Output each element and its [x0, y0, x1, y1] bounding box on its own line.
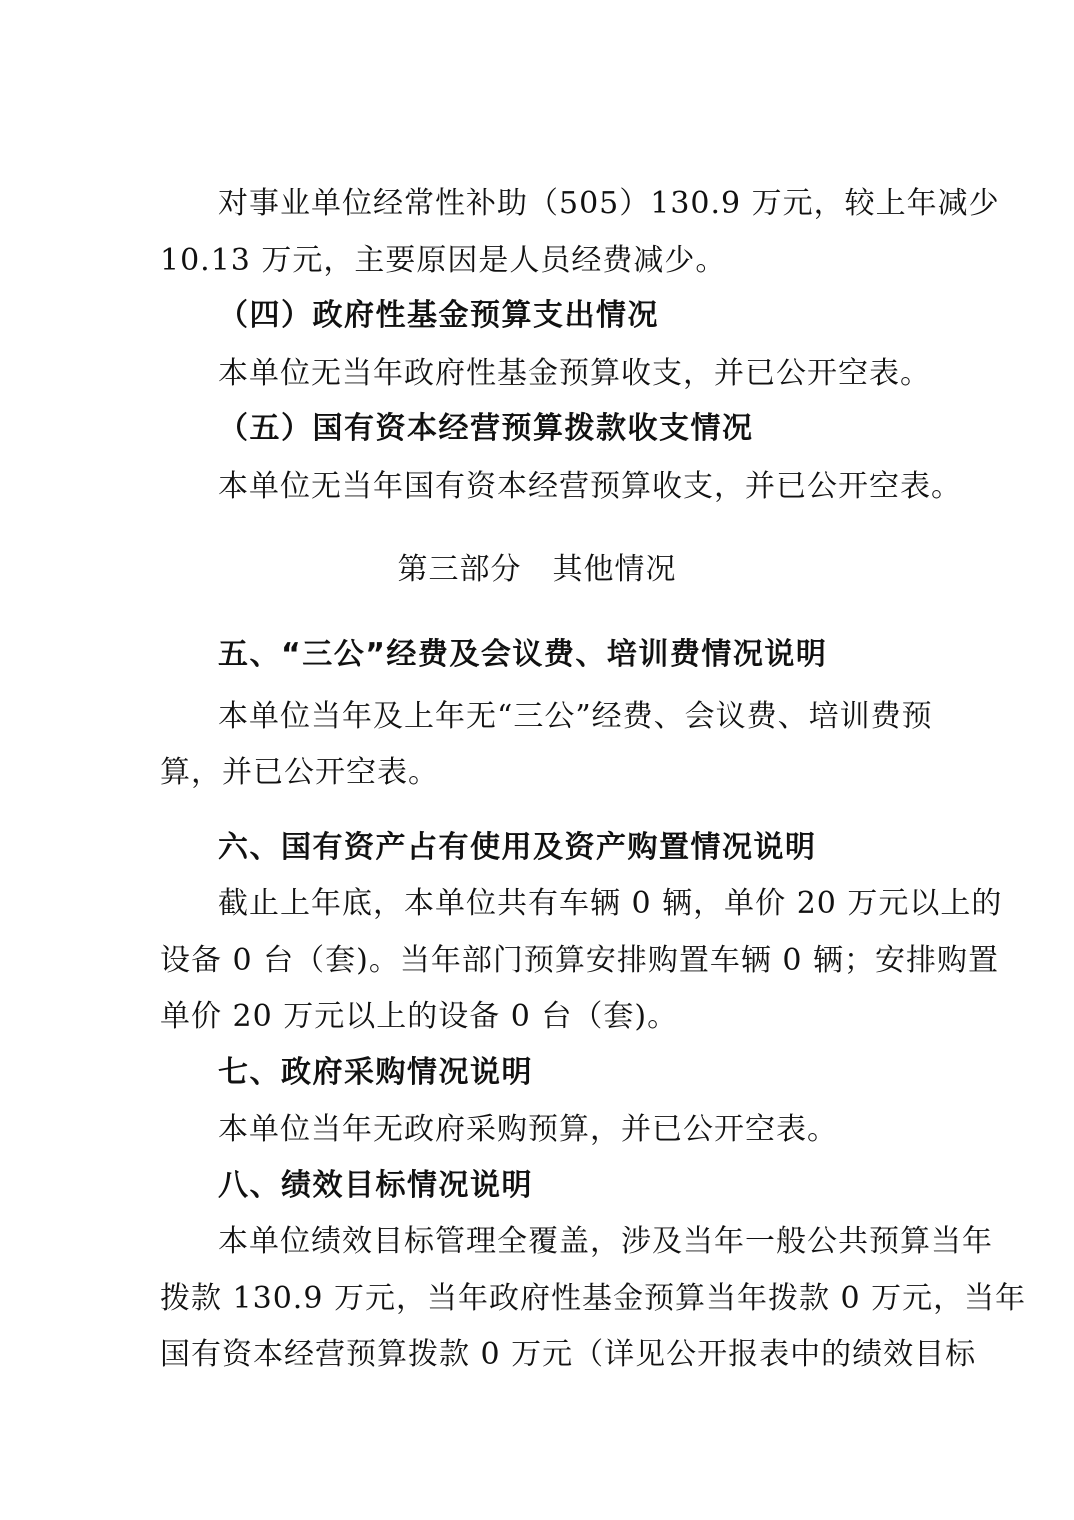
section-heading: 八、绩效目标情况说明 [218, 1168, 533, 1203]
paragraph-line: 算，并已公开空表。 [160, 755, 439, 790]
paragraph-line: 设备 0 台（套)。当年部门预算安排购置车辆 0 辆；安排购置 [160, 943, 1000, 978]
section-heading: 七、政府采购情况说明 [218, 1055, 533, 1090]
section-heading: （四）政府性基金预算支出情况 [218, 298, 659, 333]
paragraph-line: 拨款 130.9 万元，当年政府性基金预算当年拨款 0 万元，当年 [160, 1281, 1027, 1316]
paragraph-line: 本单位绩效目标管理全覆盖，涉及当年一般公共预算当年 [218, 1224, 993, 1259]
section-heading: （五）国有资本经营预算拨款收支情况 [218, 411, 754, 446]
paragraph-line: 本单位无当年政府性基金预算收支，并已公开空表。 [218, 356, 931, 391]
paragraph-line: 单价 20 万元以上的设备 0 台（套)。 [160, 999, 679, 1034]
paragraph-line: 国有资本经营预算拨款 0 万元（详见公开报表中的绩效目标 [160, 1337, 977, 1372]
paragraph-line: 对事业单位经常性补助（505）130.9 万元，较上年减少 [218, 186, 1000, 221]
section-heading: 六、国有资产占有使用及资产购置情况说明 [218, 830, 817, 865]
paragraph-line: 本单位无当年国有资本经营预算收支，并已公开空表。 [218, 469, 962, 504]
paragraph-line: 本单位当年无政府采购预算，并已公开空表。 [218, 1112, 838, 1147]
paragraph-line: 本单位当年及上年无“三公”经费、会议费、培训费预 [218, 699, 933, 734]
part-title: 第三部分 其他情况 [397, 552, 677, 587]
section-heading: 五、“三公”经费及会议费、培训费情况说明 [218, 637, 828, 672]
paragraph-line: 截止上年底，本单位共有车辆 0 辆，单价 20 万元以上的 [218, 886, 1003, 921]
paragraph-line: 10.13 万元，主要原因是人员经费减少。 [160, 243, 727, 278]
